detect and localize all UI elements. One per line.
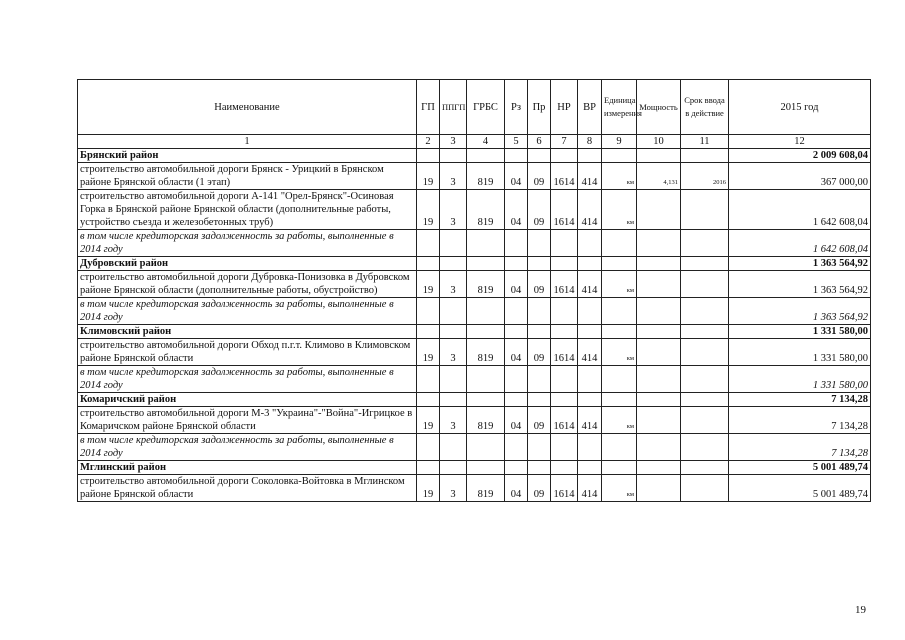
amount-cell: 1 331 580,00: [729, 339, 871, 366]
cell-grbs: 819: [467, 163, 505, 190]
cell-ppgp: 3: [440, 163, 467, 190]
cell-capacity: [637, 149, 681, 163]
cell-nr: [551, 434, 578, 461]
district-row: [78, 393, 871, 407]
amount-cell: 7 134,28: [729, 434, 871, 461]
cell-ppgp: 3: [440, 407, 467, 434]
cell-ppgp: [440, 230, 467, 257]
item-name: строительство автомобильной дороги Обход п.г.т. Климово в Климовском районе Брянской области: [78, 339, 417, 366]
cell-grbs: [467, 325, 505, 339]
header-ppgp: ППГП: [440, 80, 467, 135]
cell-unit: км: [602, 475, 637, 502]
debt-description: в том числе кредиторская задолженность за работы, выполненные в 2014 году: [78, 366, 417, 393]
cell-deadline: [681, 461, 729, 475]
cell-capacity: [637, 325, 681, 339]
header-grbs: ГРБС: [467, 80, 505, 135]
cell-capacity: [637, 475, 681, 502]
column-number: 12: [729, 135, 871, 149]
cell-capacity: [637, 298, 681, 325]
cell-vr: 414: [578, 190, 602, 230]
cell-unit: км: [602, 271, 637, 298]
amount-cell: 7 134,28: [729, 407, 871, 434]
cell-grbs: [467, 461, 505, 475]
cell-ppgp: [440, 298, 467, 325]
cell-pr: [528, 257, 551, 271]
amount-cell: 1 363 564,92: [729, 298, 871, 325]
cell-pr: [528, 149, 551, 163]
cell-pr: [528, 298, 551, 325]
cell-nr: [551, 257, 578, 271]
cell-deadline: [681, 190, 729, 230]
header-gp: ГП: [417, 80, 440, 135]
district-name: Дубровский район: [78, 257, 417, 271]
debt-description: в том числе кредиторская задолженность за работы, выполненные в 2014 году: [78, 434, 417, 461]
table-row: [78, 271, 871, 298]
table-row: [78, 407, 871, 434]
cell-nr: [551, 393, 578, 407]
cell-rz: [505, 434, 528, 461]
item-name: строительство автомобильной дороги М-3 "Украина"-"Война"-Игрицкое в Комаричском районе Брянской области: [78, 407, 417, 434]
cell-ppgp: [440, 366, 467, 393]
district-row: [78, 149, 871, 163]
cell-pr: [528, 325, 551, 339]
cell-deadline: 2016: [681, 163, 729, 190]
cell-gp: 19: [417, 339, 440, 366]
cell-rz: [505, 149, 528, 163]
amount-cell: 1 642 608,04: [729, 190, 871, 230]
cell-vr: 414: [578, 339, 602, 366]
cell-deadline: [681, 149, 729, 163]
column-number: 8: [578, 135, 602, 149]
cell-vr: [578, 230, 602, 257]
cell-deadline: [681, 366, 729, 393]
cell-grbs: 819: [467, 190, 505, 230]
cell-vr: [578, 366, 602, 393]
cell-pr: 09: [528, 407, 551, 434]
cell-capacity: 4,131: [637, 163, 681, 190]
cell-gp: [417, 393, 440, 407]
cell-nr: [551, 298, 578, 325]
amount-cell: 1 642 608,04: [729, 230, 871, 257]
cell-rz: [505, 393, 528, 407]
cell-nr: [551, 230, 578, 257]
cell-nr: 1614: [551, 339, 578, 366]
cell-capacity: [637, 434, 681, 461]
debt-row: [78, 366, 871, 393]
cell-nr: 1614: [551, 271, 578, 298]
cell-ppgp: [440, 461, 467, 475]
header-capacity: Мощность: [637, 80, 681, 135]
cell-capacity: [637, 271, 681, 298]
table-body: [78, 149, 871, 502]
cell-pr: [528, 393, 551, 407]
budget-table: [77, 79, 871, 502]
cell-grbs: [467, 393, 505, 407]
cell-nr: 1614: [551, 163, 578, 190]
cell-rz: 04: [505, 190, 528, 230]
cell-rz: [505, 461, 528, 475]
cell-unit: [602, 298, 637, 325]
district-name: Климовский район: [78, 325, 417, 339]
table-row: [78, 190, 871, 230]
column-number: 1: [78, 135, 417, 149]
column-number: 11: [681, 135, 729, 149]
cell-ppgp: 3: [440, 339, 467, 366]
amount-cell: 7 134,28: [729, 393, 871, 407]
item-name: строительство автомобильной дороги А-141 "Орел-Брянск"-Осиновая Горка в Брянской районе Брянской области (дополнительные работы, устройство съезда и железобетонных труб): [78, 190, 417, 230]
cell-unit: [602, 393, 637, 407]
cell-deadline: [681, 257, 729, 271]
cell-pr: [528, 366, 551, 393]
cell-unit: км: [602, 190, 637, 230]
cell-rz: [505, 366, 528, 393]
cell-pr: [528, 434, 551, 461]
cell-capacity: [637, 190, 681, 230]
column-number: 10: [637, 135, 681, 149]
cell-unit: км: [602, 407, 637, 434]
cell-vr: [578, 393, 602, 407]
cell-nr: 1614: [551, 475, 578, 502]
amount-cell: 1 331 580,00: [729, 366, 871, 393]
header-deadline: Срок ввода в действие: [681, 80, 729, 135]
amount-cell: 5 001 489,74: [729, 475, 871, 502]
cell-gp: [417, 298, 440, 325]
cell-capacity: [637, 230, 681, 257]
header-name: Наименование: [78, 80, 417, 135]
cell-deadline: [681, 339, 729, 366]
column-number: 3: [440, 135, 467, 149]
cell-deadline: [681, 271, 729, 298]
cell-grbs: 819: [467, 271, 505, 298]
cell-ppgp: 3: [440, 190, 467, 230]
column-number: 2: [417, 135, 440, 149]
cell-unit: [602, 325, 637, 339]
district-row: [78, 257, 871, 271]
cell-rz: [505, 325, 528, 339]
cell-rz: 04: [505, 271, 528, 298]
cell-pr: 09: [528, 339, 551, 366]
cell-pr: 09: [528, 271, 551, 298]
header-pr: Пр: [528, 80, 551, 135]
cell-vr: 414: [578, 407, 602, 434]
cell-unit: [602, 257, 637, 271]
cell-deadline: [681, 298, 729, 325]
cell-vr: [578, 149, 602, 163]
cell-vr: 414: [578, 475, 602, 502]
debt-row: [78, 230, 871, 257]
cell-vr: 414: [578, 163, 602, 190]
cell-grbs: [467, 230, 505, 257]
cell-pr: [528, 461, 551, 475]
cell-rz: [505, 257, 528, 271]
cell-gp: 19: [417, 475, 440, 502]
header-year: 2015 год: [729, 80, 871, 135]
cell-ppgp: 3: [440, 271, 467, 298]
cell-vr: 414: [578, 271, 602, 298]
cell-rz: 04: [505, 407, 528, 434]
column-number: 5: [505, 135, 528, 149]
cell-gp: 19: [417, 190, 440, 230]
cell-gp: 19: [417, 163, 440, 190]
cell-nr: [551, 149, 578, 163]
item-name: строительство автомобильной дороги Дубровка-Понизовка в Дубровском районе Брянской области (дополнительные работы, обустройство): [78, 271, 417, 298]
cell-vr: [578, 257, 602, 271]
cell-capacity: [637, 407, 681, 434]
column-number-row: [78, 135, 871, 149]
cell-grbs: [467, 434, 505, 461]
cell-unit: [602, 461, 637, 475]
cell-pr: [528, 230, 551, 257]
district-name: Комаричский район: [78, 393, 417, 407]
debt-row: [78, 434, 871, 461]
cell-gp: [417, 149, 440, 163]
cell-gp: [417, 257, 440, 271]
amount-cell: 1 363 564,92: [729, 271, 871, 298]
page-number: 19: [855, 604, 866, 616]
cell-grbs: 819: [467, 475, 505, 502]
header-rz: Рз: [505, 80, 528, 135]
cell-rz: [505, 230, 528, 257]
cell-gp: [417, 434, 440, 461]
amount-cell: 1 331 580,00: [729, 325, 871, 339]
cell-grbs: [467, 257, 505, 271]
header-row: [78, 80, 871, 135]
cell-vr: [578, 461, 602, 475]
cell-capacity: [637, 461, 681, 475]
column-number: 6: [528, 135, 551, 149]
cell-grbs: [467, 149, 505, 163]
cell-vr: [578, 325, 602, 339]
cell-ppgp: [440, 149, 467, 163]
cell-nr: [551, 366, 578, 393]
cell-capacity: [637, 339, 681, 366]
cell-rz: 04: [505, 475, 528, 502]
cell-rz: 04: [505, 163, 528, 190]
table-row: [78, 163, 871, 190]
cell-capacity: [637, 257, 681, 271]
amount-cell: 2 009 608,04: [729, 149, 871, 163]
cell-deadline: [681, 325, 729, 339]
item-name: строительство автомобильной дороги Брянск - Урицкий в Брянском районе Брянской области (1 этап): [78, 163, 417, 190]
cell-capacity: [637, 393, 681, 407]
cell-gp: [417, 325, 440, 339]
item-name: строительство автомобильной дороги Соколовка-Войтовка в Мглинском районе Брянской области: [78, 475, 417, 502]
cell-nr: 1614: [551, 407, 578, 434]
cell-ppgp: [440, 257, 467, 271]
cell-nr: [551, 461, 578, 475]
header-unit: Единица измерения: [602, 80, 637, 135]
cell-gp: [417, 461, 440, 475]
cell-ppgp: 3: [440, 475, 467, 502]
cell-unit: [602, 230, 637, 257]
column-number: 7: [551, 135, 578, 149]
cell-gp: [417, 230, 440, 257]
cell-nr: [551, 325, 578, 339]
cell-grbs: [467, 298, 505, 325]
cell-pr: 09: [528, 475, 551, 502]
cell-gp: 19: [417, 407, 440, 434]
table-row: [78, 475, 871, 502]
cell-unit: [602, 149, 637, 163]
cell-ppgp: [440, 325, 467, 339]
cell-unit: [602, 366, 637, 393]
cell-deadline: [681, 393, 729, 407]
cell-deadline: [681, 230, 729, 257]
cell-deadline: [681, 407, 729, 434]
district-name: Мглинский район: [78, 461, 417, 475]
debt-description: в том числе кредиторская задолженность за работы, выполненные в 2014 году: [78, 298, 417, 325]
cell-deadline: [681, 434, 729, 461]
amount-cell: 367 000,00: [729, 163, 871, 190]
header-vr: ВР: [578, 80, 602, 135]
debt-row: [78, 298, 871, 325]
header-nr: НР: [551, 80, 578, 135]
column-number: 4: [467, 135, 505, 149]
table-row: [78, 339, 871, 366]
cell-grbs: 819: [467, 407, 505, 434]
cell-pr: 09: [528, 190, 551, 230]
cell-unit: [602, 434, 637, 461]
cell-ppgp: [440, 434, 467, 461]
district-row: [78, 461, 871, 475]
cell-gp: [417, 366, 440, 393]
cell-ppgp: [440, 393, 467, 407]
cell-capacity: [637, 366, 681, 393]
district-name: Брянский район: [78, 149, 417, 163]
cell-rz: [505, 298, 528, 325]
cell-grbs: [467, 366, 505, 393]
cell-deadline: [681, 475, 729, 502]
cell-nr: 1614: [551, 190, 578, 230]
cell-unit: км: [602, 163, 637, 190]
debt-description: в том числе кредиторская задолженность за работы, выполненные в 2014 году: [78, 230, 417, 257]
cell-pr: 09: [528, 163, 551, 190]
cell-grbs: 819: [467, 339, 505, 366]
district-row: [78, 325, 871, 339]
cell-rz: 04: [505, 339, 528, 366]
cell-vr: [578, 298, 602, 325]
amount-cell: 1 363 564,92: [729, 257, 871, 271]
cell-gp: 19: [417, 271, 440, 298]
cell-vr: [578, 434, 602, 461]
amount-cell: 5 001 489,74: [729, 461, 871, 475]
cell-unit: км: [602, 339, 637, 366]
column-number: 9: [602, 135, 637, 149]
